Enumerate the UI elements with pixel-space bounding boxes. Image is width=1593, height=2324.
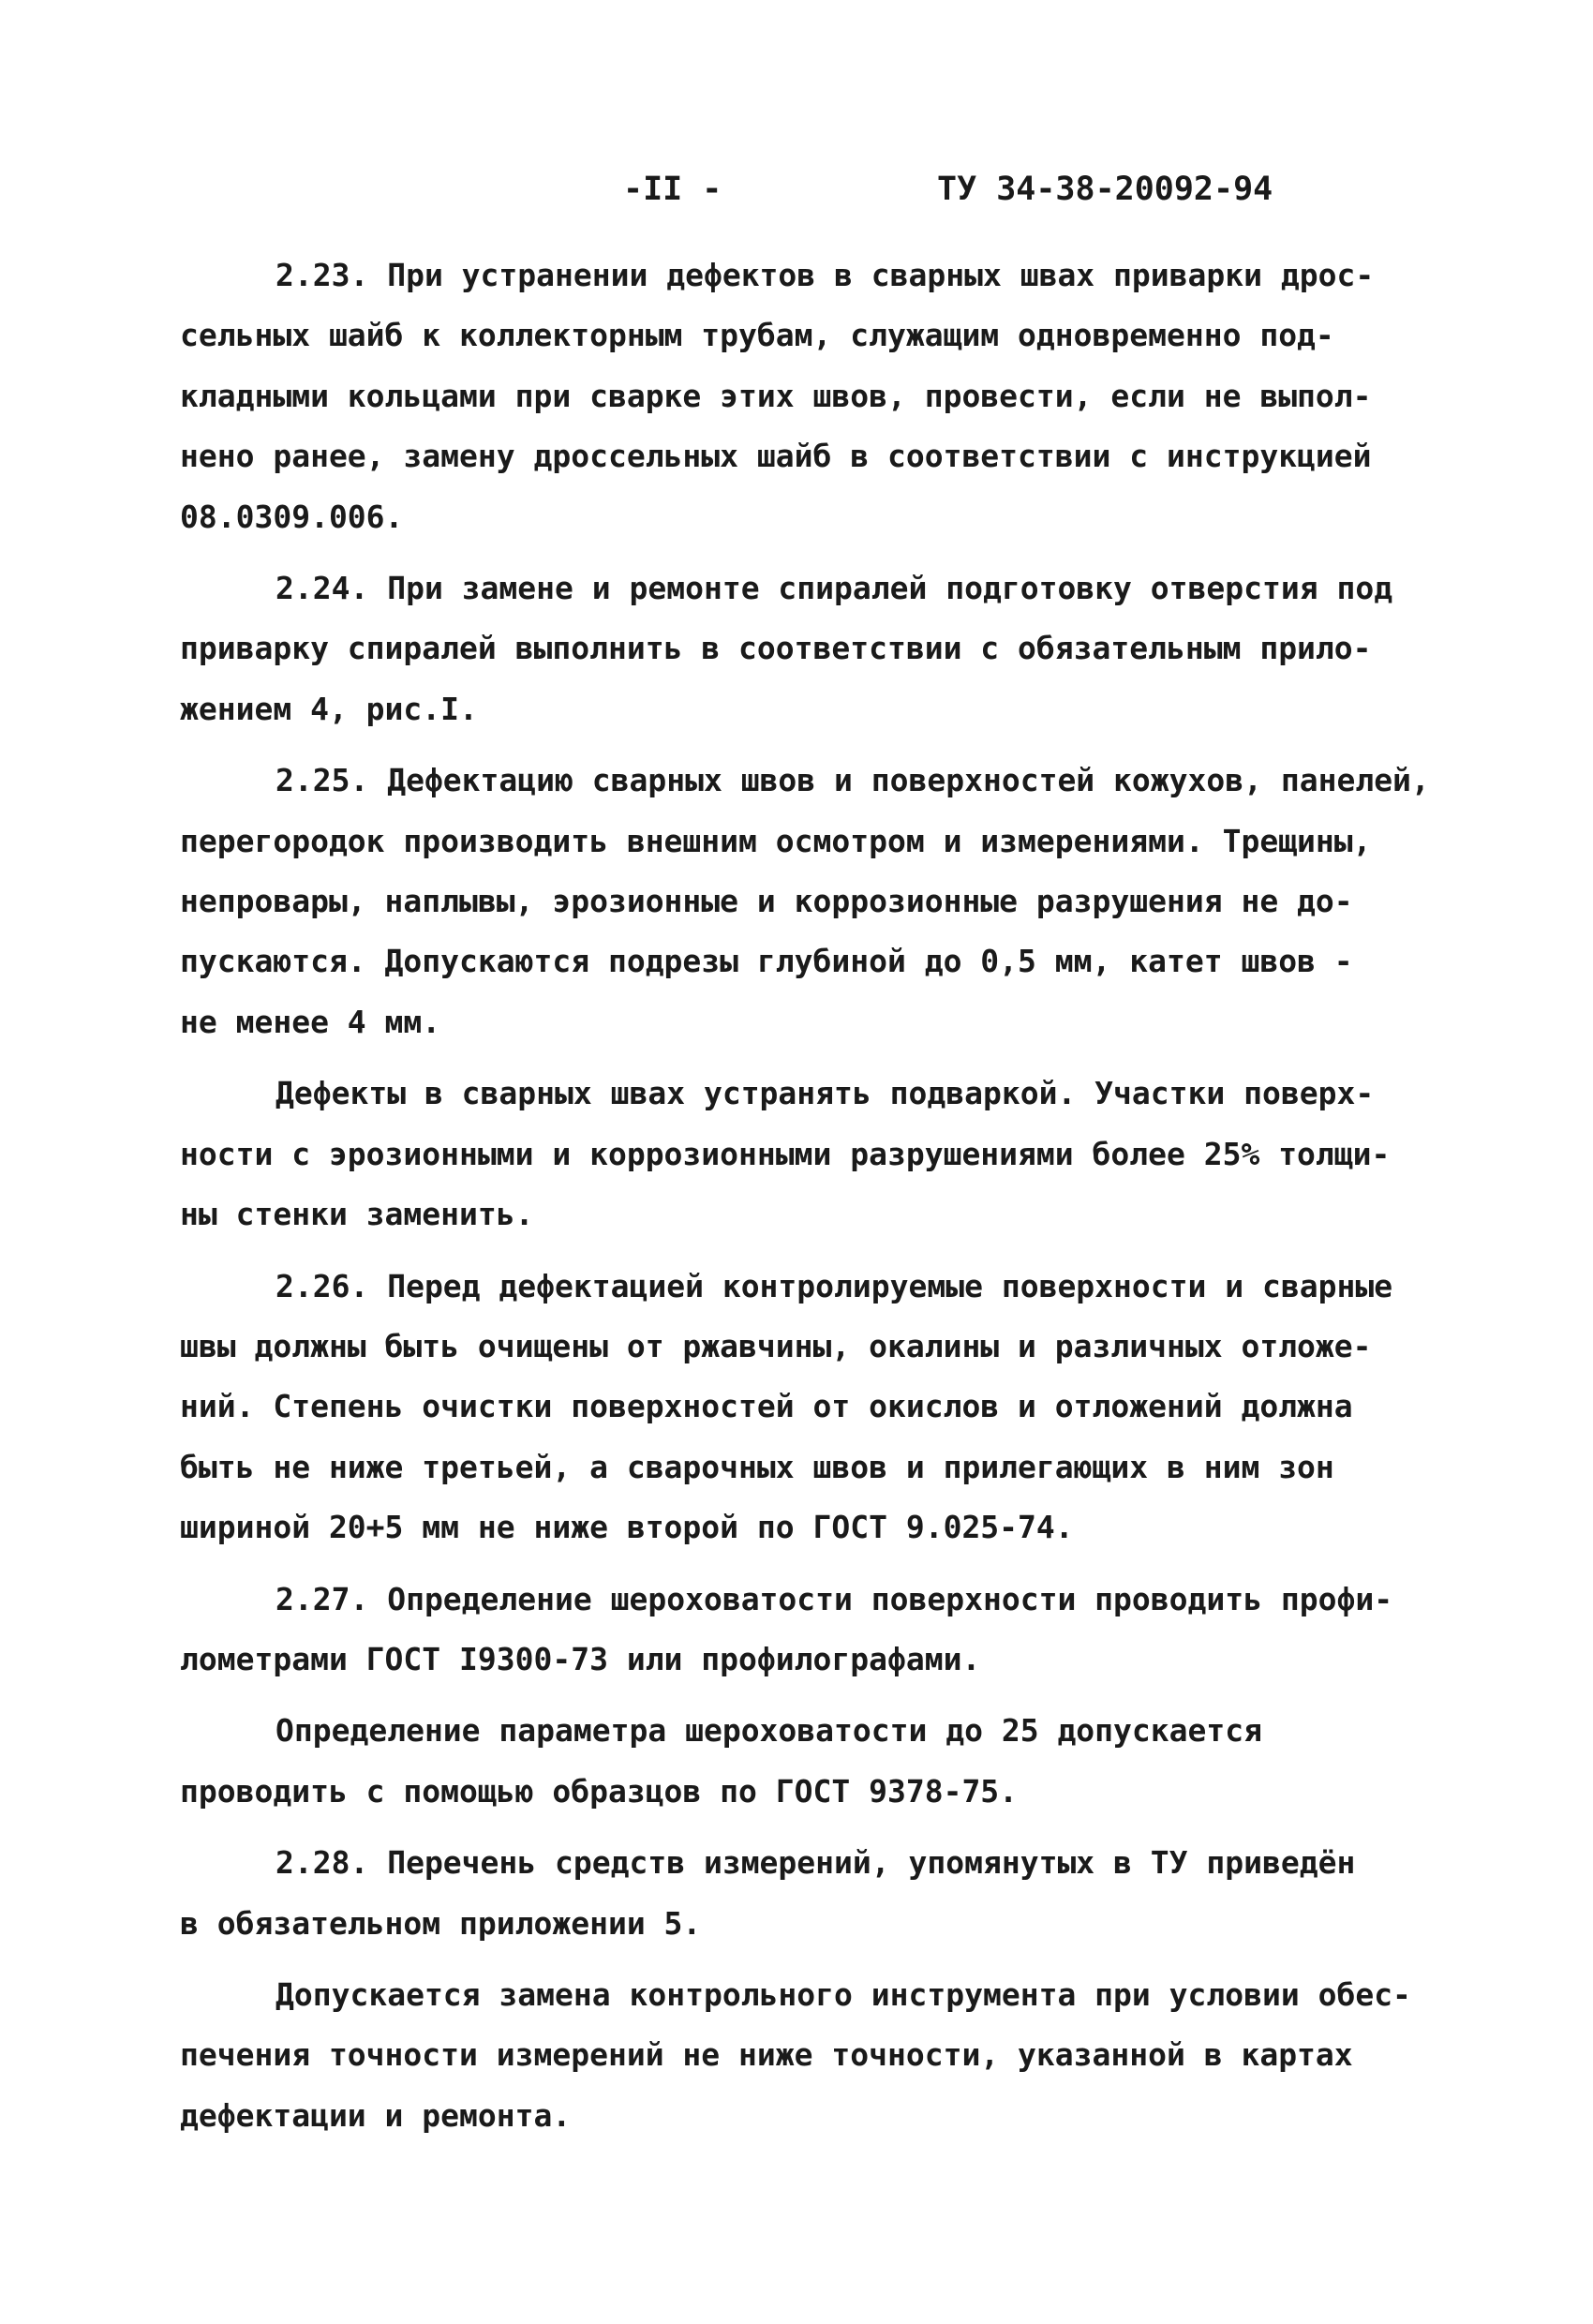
paragraph-2-28-replacement: Допускается замена контрольного инструмента при условии обес- печения точности измерений не ниже точности, указанной в картах дефектации и ремонта.	[180, 1975, 1411, 2134]
document-code: ТУ 34-38-20092-94	[937, 171, 1273, 208]
document-body	[180, 246, 1436, 2157]
paragraph-2-24: 2.24. При замене и ремонте спиралей подготовку отверстия под приварку спиралей выполнить в соответствии с обязательным прило- жением 4, рис.I.	[180, 570, 1393, 727]
paragraph-2-26: 2.26. Перед дефектацией контролируемые поверхности и сварные швы должны быть очищены от ржавчины, окалины и различных отложе- ний. Степень очистки поверхностей от окислов и отложений должна быть не ниже третьей, а сварочных швов и прилегающих в ним зон шириной 20+5 мм не ниже второй по ГОСТ 9.025-74.	[180, 1267, 1393, 1546]
paragraph-2-27-parameter: Определение параметра шероховатости до 25 допускается проводить с помощью образцов по ГОСТ 9378-75.	[180, 1712, 1262, 1810]
paragraph-2-28: 2.28. Перечень средств измерений, упомянутых в ТУ приведён в обязательном приложении 5.	[180, 1844, 1356, 1942]
paragraph-2-27: 2.27. Определение шероховатости поверхности проводить профи- лометрами ГОСТ I9300-73 или профилографами.	[180, 1580, 1393, 1677]
paragraph-2-23: 2.23. При устранении дефектов в сварных швах приварки дрос- сельных шайб к коллекторным трубам, служащим одновременно под- кладными кольцами при сварке этих швов, провести, если не выпол- нено ранее, замену дроссельных шайб в соответствии с инструкцией 08.0309.006.	[180, 257, 1375, 535]
paragraph-2-25-defects: Дефекты в сварных швах устранять подваркой. Участки поверх- ности с эрозионными и коррозионными разрушениями более 25% толщи- ны стенки заменить.	[180, 1075, 1391, 1233]
page-number: -II -	[623, 171, 722, 208]
page-header	[0, 161, 1593, 217]
paragraph-2-25: 2.25. Дефектацию сварных швов и поверхностей кожухов, панелей, перегородок производить внешним осмотром и измерениями. Трещины, непровары, наплывы, эрозионные и коррозионные разрушения не до- пускаются. Допускаются подрезы глубиной до 0,5 мм, катет швов - не менее 4 мм.	[180, 762, 1430, 1040]
